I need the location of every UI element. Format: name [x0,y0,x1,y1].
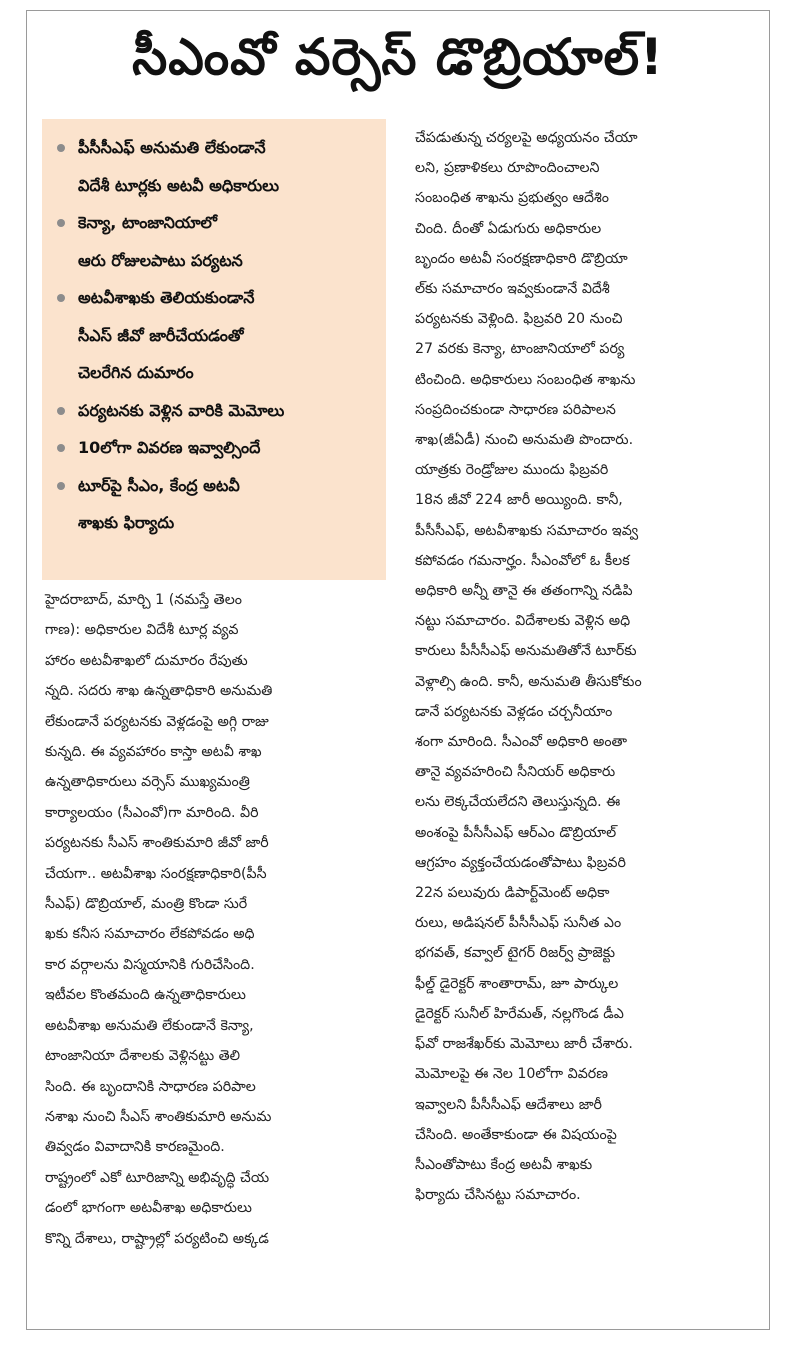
article-line: పర్యటనకు సీఎస్ శాంతికుమారి జీవో జారీ [45,835,269,852]
article-line: శాఖ(జీఏడీ) నుంచి అనుమతి పొందారు. [415,432,634,449]
article-line: చేసింది. అంతేకాకుండా ఈ విషయంపై [415,1126,617,1143]
highlight-line: పీసీసీఎఫ్ అనుమతి లేకుండానే [78,138,266,157]
article-line: కున్నది. ఈ వ్యవహారం కాస్తా అటవీ శాఖ [45,744,262,761]
highlight-line: విదేశీ టూర్లకు అటవీ అధికారులు [78,175,279,195]
article-line: యాత్రకు రెండ్రోజుల ముందు ఫిబ్రవరి [415,462,609,479]
article-line: డంలో భాగంగా అటవీశాఖ అధికారులు [45,1200,252,1217]
highlight-item [48,204,380,279]
article-line: కార వర్గాలను విస్మయానికి గురిచేసింది. [45,956,255,973]
headline: సీఎంవో వర్సెస్ డొబ్రియాల్! [132,28,664,86]
article-line: 18న జీవో 224 జారీ అయ్యింది. కానీ, [415,492,623,509]
article-line: సంబంధిత శాఖను ప్రభుత్వం ఆదేశిం [415,190,609,207]
article-line: లని, ప్రణాళికలు రూపొందించాలని [415,160,600,177]
article-line: తివ్వడం వివాదానికి కారణమైంది. [45,1139,225,1156]
article-line: చింది. దీంతో ఏడుగురు అధికారుల [415,220,602,237]
article-line: హారం అటవీశాఖలో దుమారం రేపుతు [45,652,248,669]
article-line: రులు, అడిషనల్ పీసీసీఎఫ్ సునీత ఎం [415,915,622,932]
article-line: ఫ్‌వో రాజశేఖర్‌కు మెమోలు జారీ చేశారు. [415,1036,633,1053]
article-line: కొన్ని దేశాలు, రాష్ట్రాల్లో పర్యటించి అక్కడ [45,1230,269,1247]
article-line: నశాఖ నుంచి సీఎస్ శాంతికుమారి అనుమ [45,1108,272,1125]
article-line: బృందం అటవీ సంరక్షణాధికారి డొబ్రియా [415,250,628,267]
bullet-icon [57,144,65,152]
highlight-line: 10లోగా వివరణ ఇవ్వాల్సిందే [78,438,261,457]
article-line: తానై వ్యవహరించి సీనియర్ అధికారు [415,764,616,781]
article-right-column [415,123,755,1210]
highlight-line: సీఎస్ జీవో జారీచేయడంతో [78,325,244,345]
bullet-icon [57,294,65,302]
article-line: 22న పలువురు డిపార్ట్‌మెంట్ అధికా [415,885,610,902]
article-line: అటవీశాఖ అనుమతి లేకుండానే కెన్యా, [45,1017,254,1034]
highlight-line: ఆరు రోజులపాటు పర్యటన [78,250,243,270]
article-left-column [45,585,385,1254]
article-line: కారులు పీసీసీఎఫ్ అనుమతితోనే టూర్‌కు [415,643,637,660]
article-line: ఇవ్వాలని పీసీసీఎఫ్ ఆదేశాలు జారీ [415,1096,602,1113]
highlight-line: శాఖకు ఫిర్యాదు [78,513,175,532]
news-clipping [26,10,770,1330]
article-line: అంశంపై పీసీసీఎఫ్ ఆర్ఎం డొబ్రియాల్ [415,824,617,841]
bullet-icon [57,444,65,452]
article-line: ల్‌కు సమాచారం ఇవ్వకుండానే విదేశీ [415,281,610,298]
highlight-item [48,429,380,467]
article-line: చేపడుతున్న చర్యలపై అధ్యయనం చేయా [415,130,638,146]
article-line: డైరెక్టర్ సునీల్ హిరేమత్, నల్లగొండ డీఎ [415,1005,624,1022]
article-line: సంప్రదించకుండా సాధారణ పరిపాలన [415,401,616,418]
article-line: డానే పర్యటనకు వెళ్లడం చర్చనీయాం [415,703,613,720]
article-line: హైదరాబాద్, మార్చి 1 (నమస్తే తెలం [45,592,242,608]
highlight-item [48,129,380,204]
article-line: ఖకు కనీస సమాచారం లేకపోవడం అధి [45,926,255,943]
highlight-item [48,467,380,542]
article-line: నట్టు సమాచారం. విదేశాలకు వెళ్లిన అధి [415,613,631,630]
highlight-item [48,392,380,430]
article-line: సింది. ఈ బృందానికి సాధారణ పరిపాల [45,1078,256,1095]
highlight-line: పర్యటనకు వెళ్లిన వారికి మెమోలు [78,400,285,420]
highlight-line: అటవీశాఖకు తెలియకుండానే [78,288,255,307]
article-line: రాష్ట్రంలో ఎకో టూరిజాన్ని అభివృద్ధి చేయ [45,1169,270,1186]
bullet-icon [57,219,65,227]
highlights-box [42,119,386,580]
article-line: ఉన్నతాధికారులు వర్సెస్ ముఖ్యమంత్రి [45,774,250,791]
highlight-line: కెన్యా, టాంజానియాలో [78,213,218,232]
bullet-icon [57,407,65,415]
article-line: కపోవడం గమనార్హం. సీఎంవోలో ఓ కీలక [415,552,630,569]
article-line: లేకుండానే పర్యటనకు వెళ్లడంపై అగ్గి రాజు [45,713,269,730]
article-line: పర్యటనకు వెళ్లింది. ఫిబ్రవరి 20 నుంచి [415,311,623,328]
article-line: చేయగా.. అటవీశాఖ సంరక్షణాధికారి(పీసీ [45,865,267,882]
article-line: వెళ్లాల్సి ఉంది. కానీ, అనుమతి తీసుకోకుం [415,673,642,690]
article-line: ఇటీవల కొంతమంది ఉన్నతాధికారులు [45,987,246,1004]
article-line: శంగా మారింది. సీఎంవో అధికారి అంతా [415,734,628,751]
article-line: అధికారి అన్నీ తానై ఈ తతంగాన్ని నడిపి [415,583,633,600]
highlight-line: చెలరేగిన దుమారం [78,363,194,382]
article-line: న్నది. సదరు శాఖ ఉన్నతాధికారి అనుమతి [45,683,273,700]
article-line: ఫిర్యాదు చేసినట్టు సమాచారం. [415,1187,581,1204]
article-line: ఆగ్రహం వ్యక్తంచేయడంతోపాటు ఫిబ్రవరి [415,854,626,871]
article-line: టాంజానియా దేశాలకు వెళ్లినట్టు తెలి [45,1048,241,1065]
article-line: 27 వరకు కెన్యా, టాంజానియాలో పర్య [415,341,625,358]
article-line: మెమోలపై ఈ నెల 10లోగా వివరణ [415,1066,608,1083]
article-line: ఫీల్డ్ డైరెక్టర్ శాంతారామ్, జూ పార్కుల [415,975,619,992]
highlight-item [48,279,380,392]
article-line: టించింది. అధికారులు సంబంధిత శాఖను [415,371,636,388]
article-line: సీఎంతోపాటు కేంద్ర అటవీ శాఖకు [415,1156,593,1173]
article-line: పీసీసీఎఫ్, అటవీశాఖకు సమాచారం ఇవ్వ [415,522,639,539]
article-line: గాణ): అధికారుల విదేశీ టూర్ల వ్యవ [45,622,239,639]
article-line: లను లెక్కచేయలేదని తెలుస్తున్నది. ఈ [415,794,621,811]
article-line: కార్యాలయం (సీఎంవో)గా మారింది. వీరి [45,804,259,821]
bullet-icon [57,482,65,490]
article-line: భగవత్, కవ్వాల్ టైగర్ రిజర్వ్ ప్రాజెక్టు [415,945,616,962]
article-line: సీఎఫ్) డొబ్రియాల్, మంత్రి కొండా సురే [45,896,248,913]
highlight-line: టూర్‌పై సీఎం, కేంద్ర అటవీ [78,475,240,495]
